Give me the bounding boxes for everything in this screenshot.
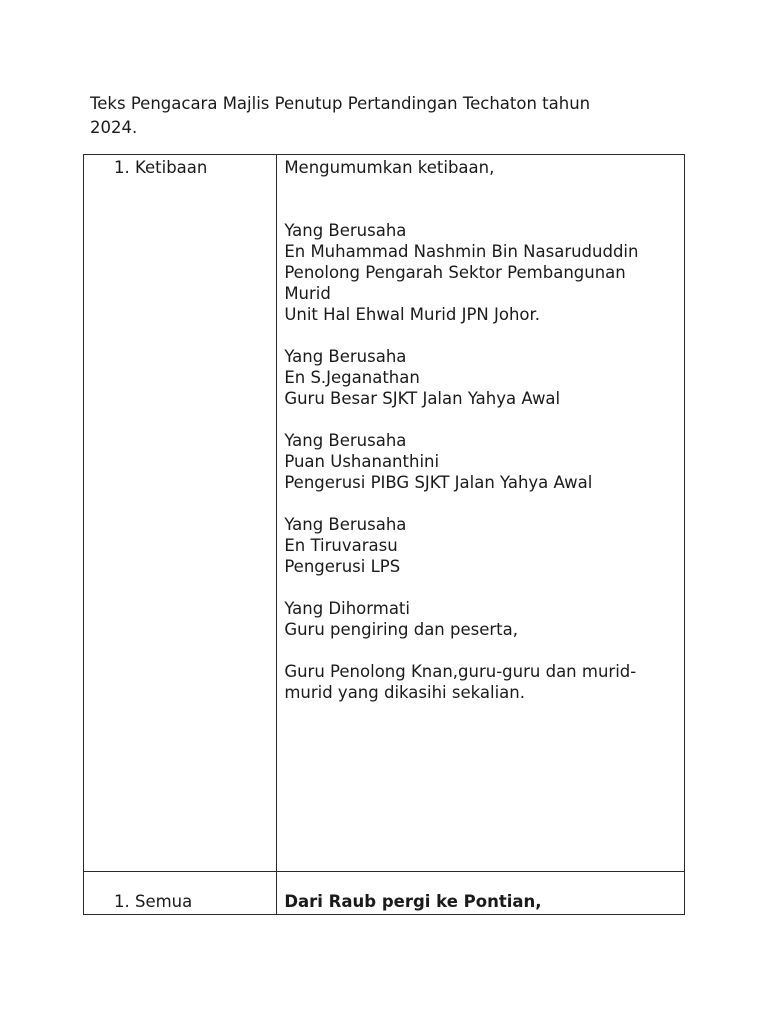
table-row (84, 155, 685, 872)
guest-honorific: Yang Dihormati (284, 599, 410, 618)
guest-name: En Muhammad Nashmin Bin Nasarududdin (284, 242, 639, 261)
audience-greeting (284, 661, 676, 703)
guest-block (284, 598, 676, 640)
section-label-cell (84, 155, 277, 872)
title-line-2: 2024. (90, 118, 138, 137)
guest-honorific: Yang Berusaha (284, 347, 407, 366)
guest-position: Pengerusi PIBG SJKT Jalan Yahya Awal (284, 473, 593, 492)
table-row (84, 872, 685, 915)
guest-position: Pengerusi LPS (284, 557, 401, 576)
section-content-cell (277, 872, 685, 915)
document-title (90, 92, 690, 140)
guest-name: En Tiruvarasu (284, 536, 398, 555)
section-content-cell (277, 155, 685, 872)
greeting-line: murid yang dikasihi sekalian. (284, 683, 525, 702)
guest-name: Guru pengiring dan peserta, (284, 620, 518, 639)
section-label-semua: 1. Semua (114, 892, 193, 911)
section-label-cell (84, 872, 277, 915)
guest-honorific: Yang Berusaha (284, 221, 407, 240)
guest-position: Penolong Pengarah Sektor Pembangunan (284, 263, 626, 282)
guest-honorific: Yang Berusaha (284, 431, 407, 450)
program-script-table (83, 154, 685, 915)
guest-unit: Unit Hal Ehwal Murid JPN Johor. (284, 305, 541, 324)
guest-name: Puan Ushananthini (284, 452, 440, 471)
guest-position: Guru Besar SJKT Jalan Yahya Awal (284, 389, 561, 408)
section-label-ketibaan: 1. Ketibaan (114, 158, 208, 177)
guest-block (284, 514, 676, 577)
guest-block (284, 430, 676, 493)
guest-position: Murid (284, 284, 331, 303)
guest-honorific: Yang Berusaha (284, 515, 407, 534)
greeting-line: Guru Penolong Knan,guru-guru dan murid- (284, 662, 637, 681)
guest-block (284, 220, 676, 325)
announcement-text: Mengumumkan ketibaan, (284, 158, 495, 177)
title-line-1: Teks Pengacara Majlis Penutup Pertandingan Techaton tahun (90, 94, 591, 113)
pantun-line: Dari Raub pergi ke Pontian, (284, 892, 542, 911)
guest-name: En S.Jeganathan (284, 368, 420, 387)
guest-block (284, 346, 676, 409)
